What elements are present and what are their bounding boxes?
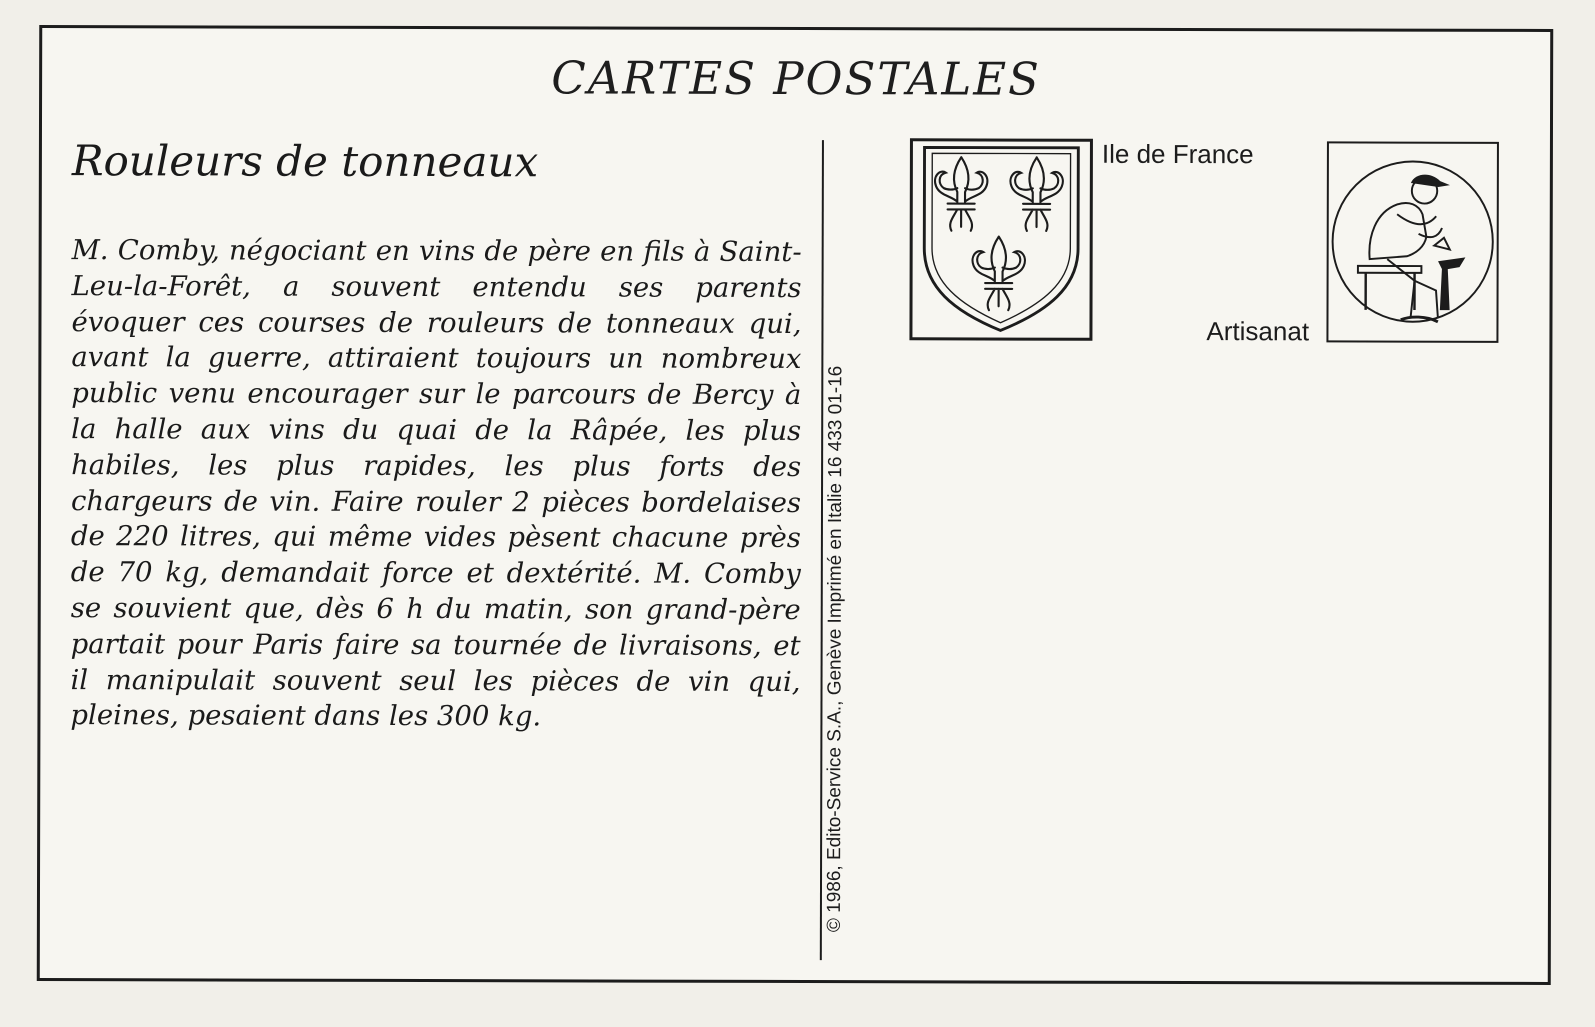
article-body: M. Comby, négociant en vins de père en fils à Saint-Leu-la-Forêt, a souvent entendu ses parents évoquer ces courses de rouleurs de tonneaux qui, avant la guerre, attiraient toujours un nombreux public venu encourager sur le parcours de Bercy à la halle aux vins du quai de la Râpée, les plus habiles, les plus rapides, les plus forts des chargeurs de vin. Faire rouler 2 pièces bordelaises de 220 litres, qui même vides pèsent chacune près de 70 kg, demandait force et dextérité. M. Comby se souvient que, dès 6 h du matin, son grand-père partait pour Paris faire sa tournée de livraisons, et il manipulait souvent seul les pièces de vin qui, pleines, pesaient dans les 300 kg. [70, 234, 802, 733]
craftsman-medallion-icon [1326, 141, 1499, 342]
publisher-credit: © 1986, Edito-Service S.A., Genève Imprimé en Italie 16 433 01-16 [823, 365, 847, 933]
postcard [37, 25, 1553, 985]
region-label: Ile de France [1101, 138, 1254, 170]
article-title: Rouleurs de tonneaux [71, 136, 539, 187]
fleur-de-lis-shield-icon [909, 138, 1093, 340]
category-label: Artisanat [1206, 316, 1310, 347]
postcard-header: CARTES POSTALES [551, 51, 1041, 106]
